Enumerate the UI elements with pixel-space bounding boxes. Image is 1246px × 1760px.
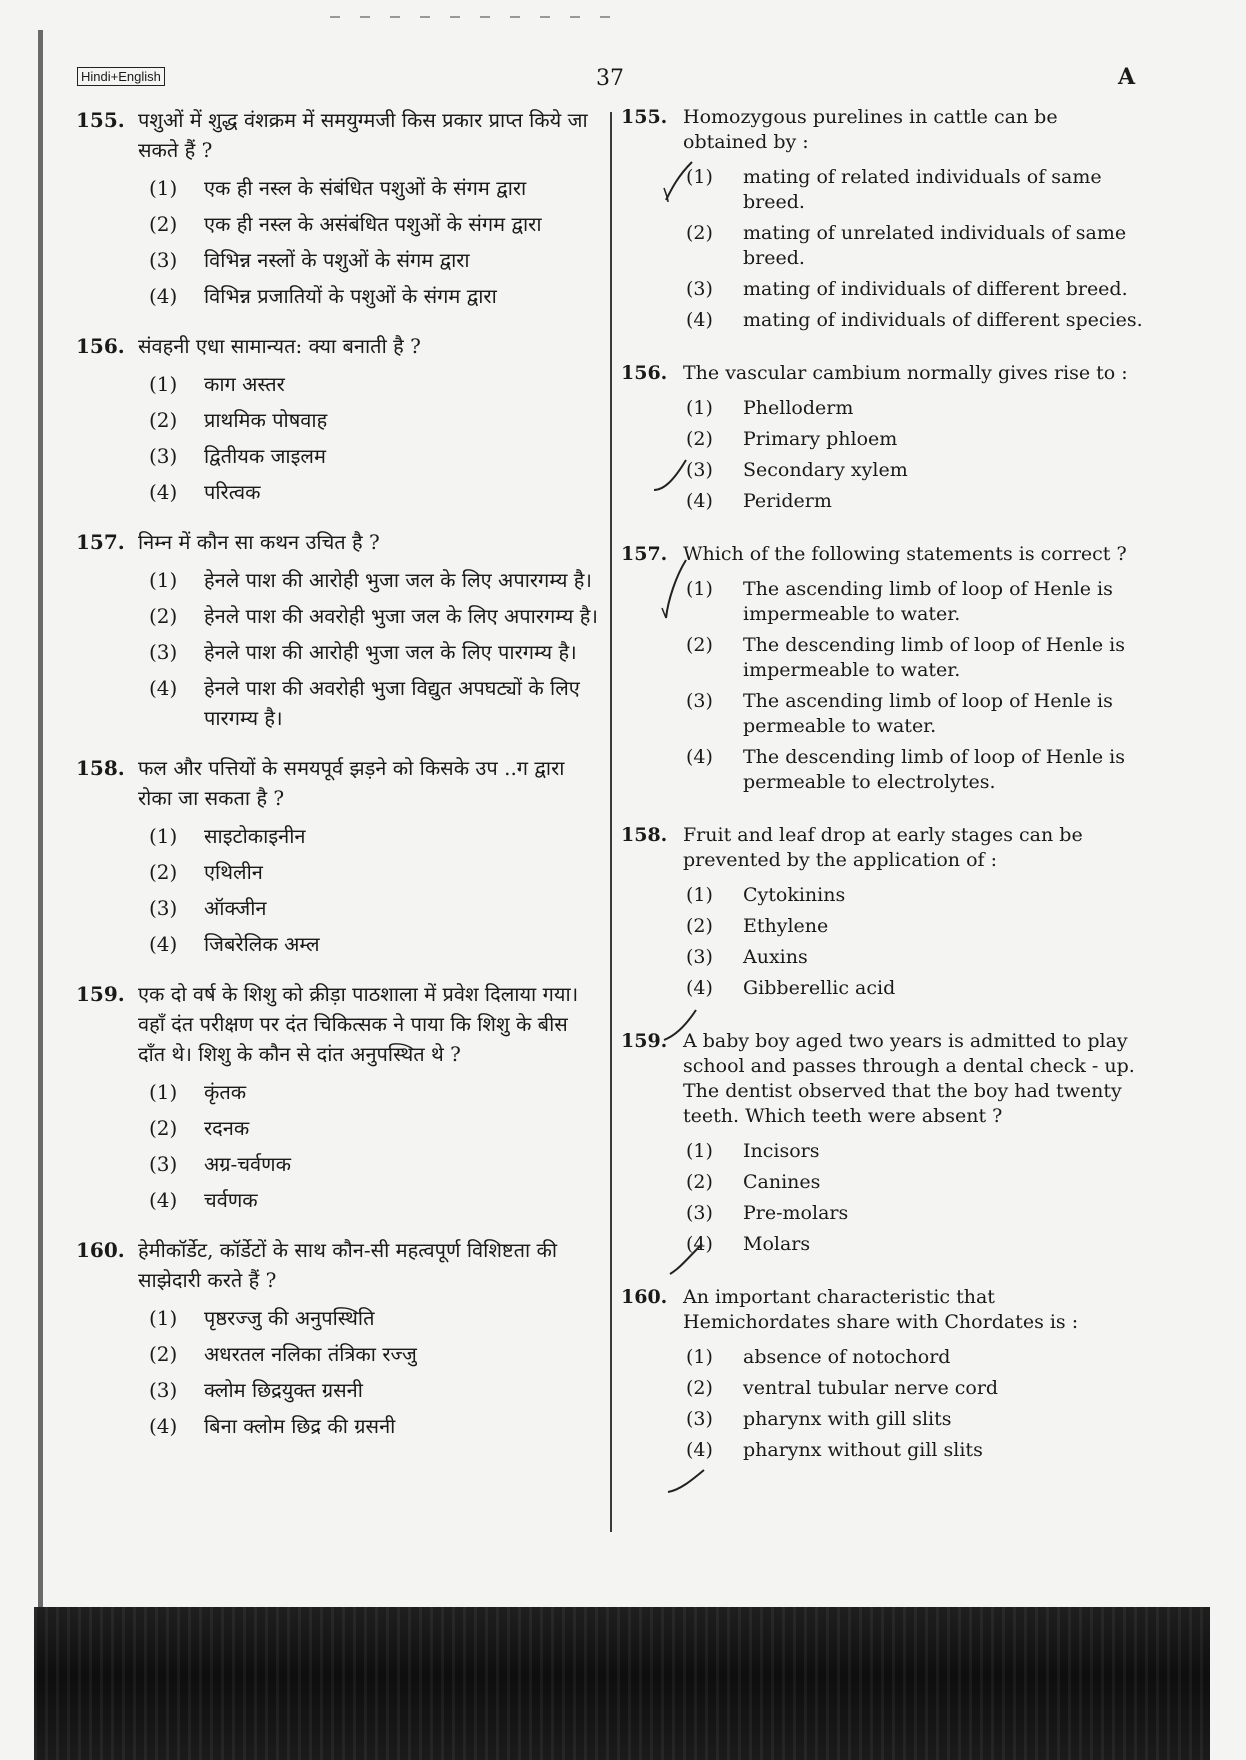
option-2: (2) Ethylene bbox=[686, 915, 829, 937]
option-3: (3) mating of individuals of different breed. bbox=[686, 278, 1128, 300]
question-156-hindi bbox=[76, 331, 600, 507]
option-4: (4) The descending limb of loop of Henle is permeable to electrolytes. bbox=[686, 746, 1125, 793]
option-4: (4) चर्वणक bbox=[149, 1188, 258, 1212]
option-2: (2) mating of unrelated individuals of same breed. bbox=[686, 222, 1127, 269]
question-number: 160. bbox=[621, 1286, 668, 1308]
question-number: 158. bbox=[76, 756, 125, 780]
option-4: (4) जिबरेलिक अम्ल bbox=[149, 932, 320, 956]
question-number: 156. bbox=[621, 362, 668, 384]
option-1: (1) हेनले पाश की आरोही भुजा जल के लिए अपारगम्य है। bbox=[149, 568, 592, 592]
tick-mark-icon bbox=[660, 556, 690, 622]
option-3: (3) अग्र-चर्वणक bbox=[149, 1152, 291, 1176]
question-text: An important characteristic that Hemichordates share with Chordates is : bbox=[683, 1286, 1079, 1333]
question-number: 160. bbox=[76, 1238, 125, 1262]
question-155-hindi bbox=[76, 105, 600, 311]
option-3: (3) विभिन्न नस्लों के पशुओं के संगम द्वारा bbox=[149, 248, 470, 272]
question-text: The vascular cambium normally gives rise to : bbox=[683, 362, 1128, 384]
option-1: (1) absence of notochord bbox=[686, 1346, 951, 1368]
option-4: (4) बिना क्लोम छिद्र की ग्रसनी bbox=[149, 1414, 396, 1438]
question-text: एक दो वर्ष के शिशु को क्रीड़ा पाठशाला में प्रवेश दिलाया गया। वहाँ दंत परीक्षण पर दंत चिकित्सक ने पाया कि शिशु के बीस दाँत थे। शिशु के कौन से दांत अनुपस्थित थे ? bbox=[138, 982, 579, 1066]
option-3: (3) pharynx with gill slits bbox=[686, 1408, 952, 1430]
question-159-hindi bbox=[76, 979, 600, 1215]
tick-mark-icon bbox=[660, 1006, 700, 1044]
question-number: 159. bbox=[621, 1030, 668, 1052]
option-2: (2) Primary phloem bbox=[686, 428, 898, 450]
question-number: 158. bbox=[621, 824, 668, 846]
question-number: 159. bbox=[76, 982, 125, 1006]
question-number: 157. bbox=[76, 530, 125, 554]
question-160-english bbox=[621, 1285, 1145, 1463]
option-3: (3) क्लोम छिद्रयुक्त ग्रसनी bbox=[149, 1378, 363, 1402]
question-number: 156. bbox=[76, 334, 125, 358]
option-1: (1) The ascending limb of loop of Henle is impermeable to water. bbox=[686, 578, 1113, 625]
option-3: (3) The ascending limb of loop of Henle is permeable to water. bbox=[686, 690, 1113, 737]
tick-mark-icon bbox=[666, 1240, 706, 1278]
option-1: (1) एक ही नस्ल के संबंधित पशुओं के संगम द्वारा bbox=[149, 176, 527, 200]
question-text: फल और पत्तियों के समयपूर्व झड़ने को किसके उप ..ग द्वारा रोका जा सकता है ? bbox=[138, 756, 565, 810]
option-1: (1) साइटोकाइनीन bbox=[149, 824, 306, 848]
option-2: (2) एथिलीन bbox=[149, 860, 263, 884]
question-number: 155. bbox=[76, 108, 125, 132]
question-number: 155. bbox=[621, 106, 668, 128]
tick-mark-icon bbox=[664, 1466, 708, 1496]
tick-mark-icon bbox=[662, 158, 696, 204]
question-number: 157. bbox=[621, 543, 668, 565]
question-156-english bbox=[621, 361, 1145, 514]
question-160-hindi bbox=[76, 1235, 600, 1441]
option-2: (2) रदनक bbox=[149, 1116, 250, 1140]
question-159-english bbox=[621, 1029, 1145, 1257]
option-4: (4) mating of individuals of different species. bbox=[686, 309, 1143, 331]
binding-edge bbox=[38, 30, 43, 1720]
question-158-english bbox=[621, 823, 1145, 1001]
option-2: (2) अधरतल नलिका तंत्रिका रज्जु bbox=[149, 1342, 417, 1366]
language-tag: Hindi+English bbox=[77, 67, 165, 86]
page-number: 37 bbox=[596, 66, 624, 91]
option-3: (3) हेनले पाश की आरोही भुजा जल के लिए पारगम्य है। bbox=[149, 640, 577, 664]
option-4: (4) Gibberellic acid bbox=[686, 977, 896, 999]
scan-dark-band bbox=[34, 1607, 1210, 1760]
option-3: (3) Auxins bbox=[686, 946, 808, 968]
option-1: (1) Phelloderm bbox=[686, 397, 854, 419]
question-text: पशुओं में शुद्ध वंशक्रम में समयुग्मजी किस प्रकार प्राप्त किये जा सकते हैं ? bbox=[138, 108, 588, 162]
question-text: Fruit and leaf drop at early stages can be prevented by the application of : bbox=[683, 824, 1083, 871]
test-set-letter: A bbox=[1118, 64, 1136, 90]
option-1: (1) Incisors bbox=[686, 1140, 820, 1162]
option-3: (3) द्वितीयक जाइलम bbox=[149, 444, 326, 468]
question-157-hindi bbox=[76, 527, 600, 733]
option-1: (1) mating of related individuals of same breed. bbox=[686, 166, 1102, 213]
option-3: (3) Pre-molars bbox=[686, 1202, 849, 1224]
question-text: निम्न में कौन सा कथन उचित है ? bbox=[138, 530, 380, 554]
tick-mark-icon bbox=[650, 456, 690, 496]
question-text: Homozygous purelines in cattle can be obtained by : bbox=[683, 106, 1058, 153]
option-2: (2) एक ही नस्ल के असंबंधित पशुओं के संगम द्वारा bbox=[149, 212, 542, 236]
column-divider bbox=[610, 112, 612, 1532]
question-text: संवहनी एधा सामान्यत: क्या बनाती है ? bbox=[138, 334, 421, 358]
option-4: (4) Molars bbox=[686, 1233, 811, 1255]
question-text: Which of the following statements is correct ? bbox=[683, 543, 1127, 565]
option-4: (4) pharynx without gill slits bbox=[686, 1439, 983, 1461]
option-3: (3) Secondary xylem bbox=[686, 459, 908, 481]
option-1: (1) पृष्ठरज्जु की अनुपस्थिति bbox=[149, 1306, 375, 1330]
scan-top-edge bbox=[330, 16, 630, 18]
option-2: (2) ventral tubular nerve cord bbox=[686, 1377, 999, 1399]
question-158-hindi bbox=[76, 753, 600, 959]
option-1: (1) काग अस्तर bbox=[149, 372, 285, 396]
option-3: (3) ऑक्जीन bbox=[149, 896, 267, 920]
option-1: (1) कृंतक bbox=[149, 1080, 247, 1104]
option-2: (2) Canines bbox=[686, 1171, 821, 1193]
option-1: (1) Cytokinins bbox=[686, 884, 846, 906]
option-4: (4) हेनले पाश की अवरोही भुजा विद्युत अपघट्यों के लिए पारगम्य है। bbox=[149, 676, 580, 730]
option-4: (4) विभिन्न प्रजातियों के पशुओं के संगम द्वारा bbox=[149, 284, 497, 308]
option-2: (2) प्राथमिक पोषवाह bbox=[149, 408, 328, 432]
question-text: हेमीकॉर्डेट, कॉर्डेटों के साथ कौन-सी महत्वपूर्ण विशिष्टता की साझेदारी करते हैं ? bbox=[138, 1238, 558, 1292]
option-4: (4) परित्वक bbox=[149, 480, 261, 504]
question-text: A baby boy aged two years is admitted to play school and passes through a dental check - up. The dentist observed that the boy had twenty teeth. Which teeth were absent ? bbox=[683, 1030, 1135, 1127]
option-2: (2) The descending limb of loop of Henle is impermeable to water. bbox=[686, 634, 1125, 681]
question-157-english bbox=[621, 542, 1145, 795]
option-4: (4) Periderm bbox=[686, 490, 832, 512]
hindi-column bbox=[76, 105, 600, 1441]
question-155-english bbox=[621, 105, 1145, 333]
option-2: (2) हेनले पाश की अवरोही भुजा जल के लिए अपारगम्य है। bbox=[149, 604, 598, 628]
